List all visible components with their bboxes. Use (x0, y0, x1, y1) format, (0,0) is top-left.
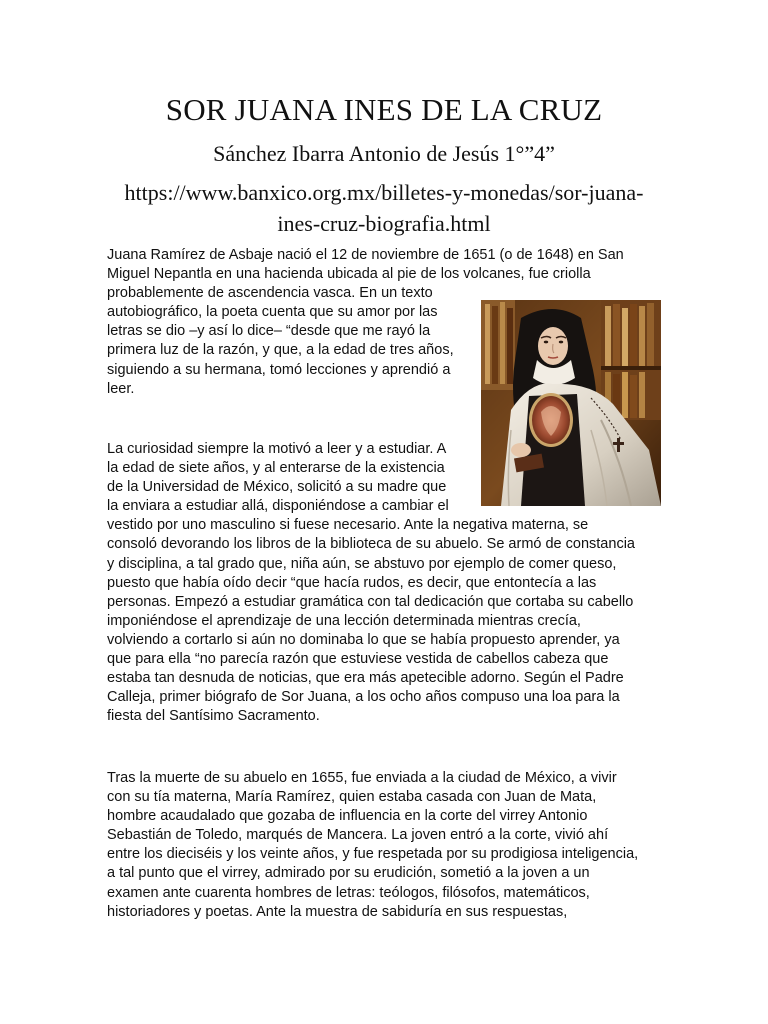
paragraph-line: letras se dio –y así lo dice– “desde que me rayó la (107, 323, 431, 340)
source-url-link[interactable] (100, 177, 668, 239)
paragraph-line: historiadores y poetas. Ante la muestra de sabiduría en sus respuestas, (107, 903, 568, 920)
paragraph-3 (107, 769, 667, 922)
paragraph-line: fiesta del Santísimo Sacramento. (107, 708, 320, 725)
paragraph-line: puesto que había oído decir “que hacía rudos, es decir, que entontecía a las (107, 574, 597, 591)
paragraph-line: y disciplina, a tal grado que, niña aún, se abstuvo por ejemplo de comer queso, (107, 555, 617, 572)
author-line: Sánchez Ibarra Antonio de Jesús 1°”4” (213, 141, 555, 166)
paragraph-line: Miguel Nepantla en una hacienda ubicada al pie de los volcanes, fue criolla (107, 266, 591, 283)
document-title: SOR JUANA INES DE LA CRUZ (165, 92, 603, 127)
paragraph-line: Juana Ramírez de Asbaje nació el 12 de noviembre de 1651 (o de 1648) en San (107, 247, 624, 263)
portrait-sor-juana-image (481, 300, 661, 506)
paragraph-line: imponiéndose el aprendizaje de una lección determinada mientras crecía, (107, 612, 581, 629)
paragraph-line: Sebastián de Toledo, marqués de Mancera. La joven entró a la corte, vivió ahí (107, 827, 609, 844)
paragraph-line: volviendo a cortarlo si aún no dominaba lo que se había propuesto aprender, ya (107, 631, 620, 648)
paragraph-line: a tal punto que el virrey, admirado por su erudición, sometió a la joven a un (107, 865, 590, 882)
paragraph-line: estaba tan desnuda de noticias, que era más apetecible adorno. Según el Padre (107, 670, 624, 687)
paragraph-line: examen ante cuarenta hombres de letras: teólogos, filósofos, matemáticos, (107, 884, 590, 901)
paragraph-line: siguiendo a su hermana, tomó lecciones y aprendió a (107, 361, 451, 378)
paragraph-line: autobiográfico, la poeta cuenta que su amor por las (107, 304, 438, 321)
paragraph-line: Calleja, primer biógrafo de Sor Juana, a los ocho años compuso una loa para la (107, 689, 620, 706)
paragraph-line: que para ella “no parecía razón que estuviese vestida de cabellos cabeza que (107, 651, 609, 668)
paragraph-line: primera luz de la razón, y que, a la edad de tres años, (107, 342, 454, 359)
paragraph-line: la enviara a estudiar allá, disponiéndose a cambiar el (107, 498, 449, 515)
paragraph-line: La curiosidad siempre la motivó a leer y a estudiar. A (107, 441, 447, 457)
source-url-line-2: ines-cruz-biografia.html (277, 211, 491, 236)
paragraph-line: hombre acaudalado que gozaba de influencia en la corte del virrey Antonio (107, 808, 588, 825)
paragraph-line: entre los dieciséis y los veinte años, y fue respetada por su prodigiosa inteligencia, (107, 846, 639, 863)
paragraph-line: de la Universidad de México, solicitó a su madre que (107, 479, 447, 496)
source-url-line-1: https://www.banxico.org.mx/billetes-y-monedas/sor-juana- (124, 180, 644, 205)
paragraph-line: personas. Empezó a estudiar gramática con tal dedicación que cortaba su cabello (107, 593, 634, 610)
paragraph-line: Tras la muerte de su abuelo en 1655, fue enviada a la ciudad de México, a vivir (107, 770, 617, 786)
paragraph-line: consoló devorando los libros de la biblioteca de su abuelo. Se armó de constancia (107, 536, 635, 553)
paragraph-line: con su tía materna, María Ramírez, quien estaba casada con Juan de Mata, (107, 789, 597, 806)
paragraph-line: leer. (107, 380, 135, 397)
paragraph-line: vestido por uno masculino si fuese necesario. Ante la negativa materna, se (107, 517, 589, 534)
paragraph-line: probablemente de ascendencia vasca. En un texto (107, 285, 433, 302)
paragraph-line: la edad de siete años, y al enterarse de la existencia (107, 460, 445, 477)
